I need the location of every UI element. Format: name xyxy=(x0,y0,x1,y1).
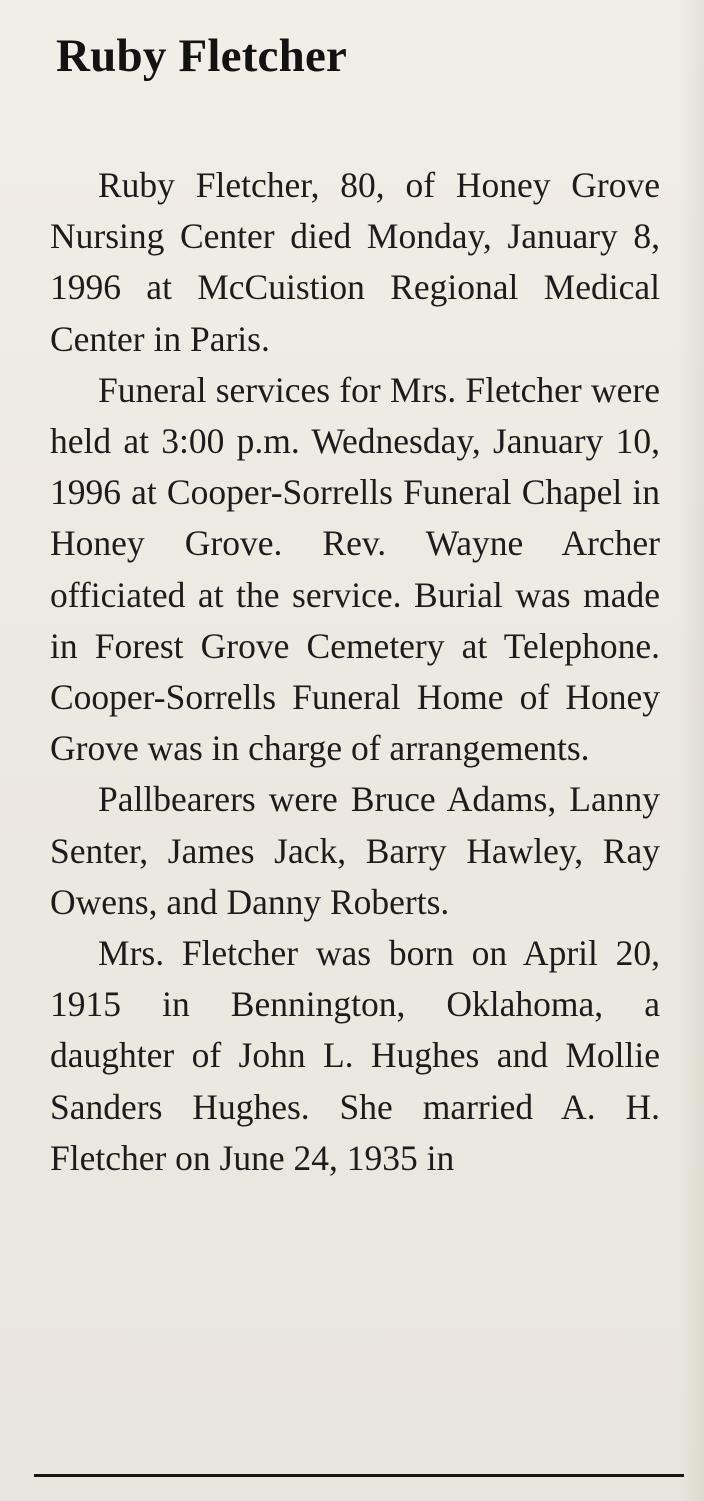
page-edge-shadow xyxy=(678,0,704,1501)
obituary-headline: Ruby Fletcher xyxy=(56,30,348,82)
obituary-body xyxy=(50,160,660,1184)
paragraph-biography: Mrs. Fletcher was born on April 20, 1915 in Bennington, Oklahoma, a daughter of John L. Hughes and Mollie Sanders Hughes. She married A. H. Fletcher on June 24, 1935 in xyxy=(50,933,660,1178)
paragraph-pallbearers: Pallbearers were Bruce Adams, Lanny Senter, James Jack, Barry Hawley, Ray Owens, and Danny Roberts. xyxy=(50,779,660,922)
column-bottom-rule xyxy=(34,1474,684,1477)
paragraph-death-notice: Ruby Fletcher, 80, of Honey Grove Nursing Center died Monday, January 8, 1996 at McCuistion Regional Medical Center in Paris. xyxy=(50,165,660,359)
paragraph-funeral-services: Funeral services for Mrs. Fletcher were held at 3:00 p.m. Wednesday, January 10, 1996 at Cooper-Sorrells Funeral Chapel in Honey Grove. Rev. Wayne Archer officiated at the service. Burial was made in Forest Grove Cemetery at Telephone. Cooper-Sorrells Funeral Home of Honey Grove was in charge of arrangements. xyxy=(50,369,660,769)
